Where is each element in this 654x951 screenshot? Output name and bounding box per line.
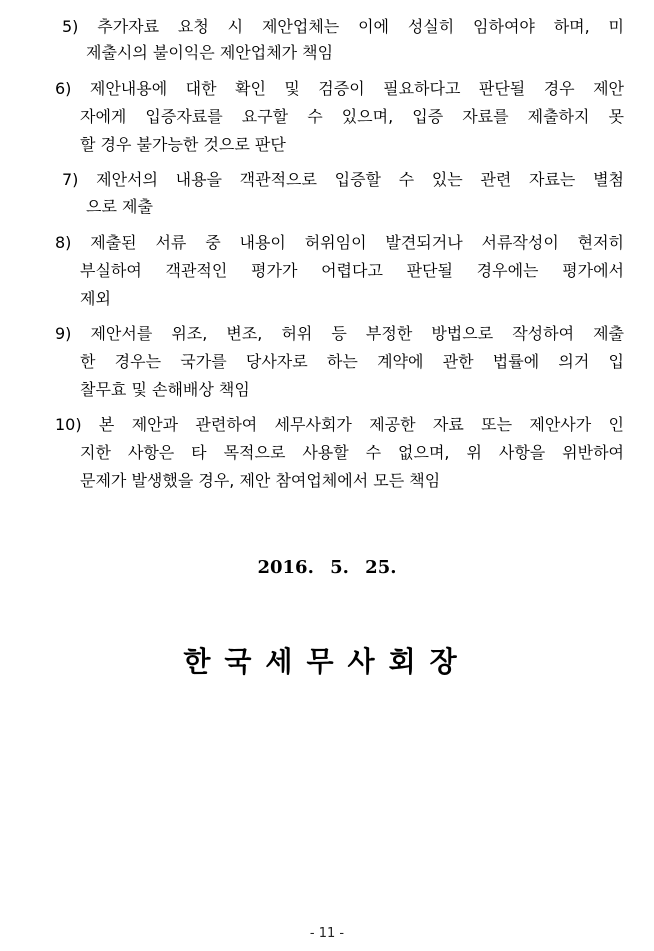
item-7-line-1: 7) 제안서의 내용을 객관적으로 입증할 수 있는 관련 자료는 별첨 xyxy=(62,170,624,189)
item-8-line-2: 부실하여 객관적인 평가가 어렵다고 판단될 경우에는 평가에서 xyxy=(80,261,624,280)
item-10-line-2: 지한 사항은 타 목적으로 사용할 수 없으며, 위 사항을 위반하여 xyxy=(80,443,624,462)
item-9-line-1: 9) 제안서를 위조, 변조, 허위 등 부정한 방법으로 작성하여 제출 xyxy=(55,324,624,343)
item-6-line-1: 6) 제안내용에 대한 확인 및 검증이 필요하다고 판단될 경우 제안 xyxy=(55,79,624,98)
item-8-line-1: 8) 제출된 서류 중 내용이 허위임이 발견되거나 서류작성이 현저히 xyxy=(55,233,624,252)
document-date: 2016. 5. 25. xyxy=(257,557,397,578)
item-9-line-2: 한 경우는 국가를 당사자로 하는 계약에 관한 법률에 의거 입 xyxy=(80,352,624,371)
item-10-line-3: 문제가 발생했을 경우, 제안 참여업체에서 모든 책임 xyxy=(80,471,441,490)
item-9-line-3: 찰무효 및 손해배상 책임 xyxy=(80,380,250,399)
item-5-line-1: 5) 추가자료 요청 시 제안업체는 이에 성실히 임하여야 하며, 미 xyxy=(62,17,624,36)
item-10-line-1: 10) 본 제안과 관련하여 세무사회가 제공한 자료 또는 제안사가 인 xyxy=(55,415,624,434)
item-6-line-2: 자에게 입증자료를 요구할 수 있으며, 입증 자료를 제출하지 못 xyxy=(80,107,624,126)
item-8-line-3: 제외 xyxy=(80,289,111,308)
item-5-line-2: 제출시의 불이익은 제안업체가 책임 xyxy=(86,43,334,62)
signature-issuer: 한국세무사회장 xyxy=(183,645,471,678)
page-number: - 11 - xyxy=(309,926,345,941)
item-6-line-3: 할 경우 불가능한 것으로 판단 xyxy=(80,135,286,154)
item-7-line-2: 으로 제출 xyxy=(86,197,153,216)
